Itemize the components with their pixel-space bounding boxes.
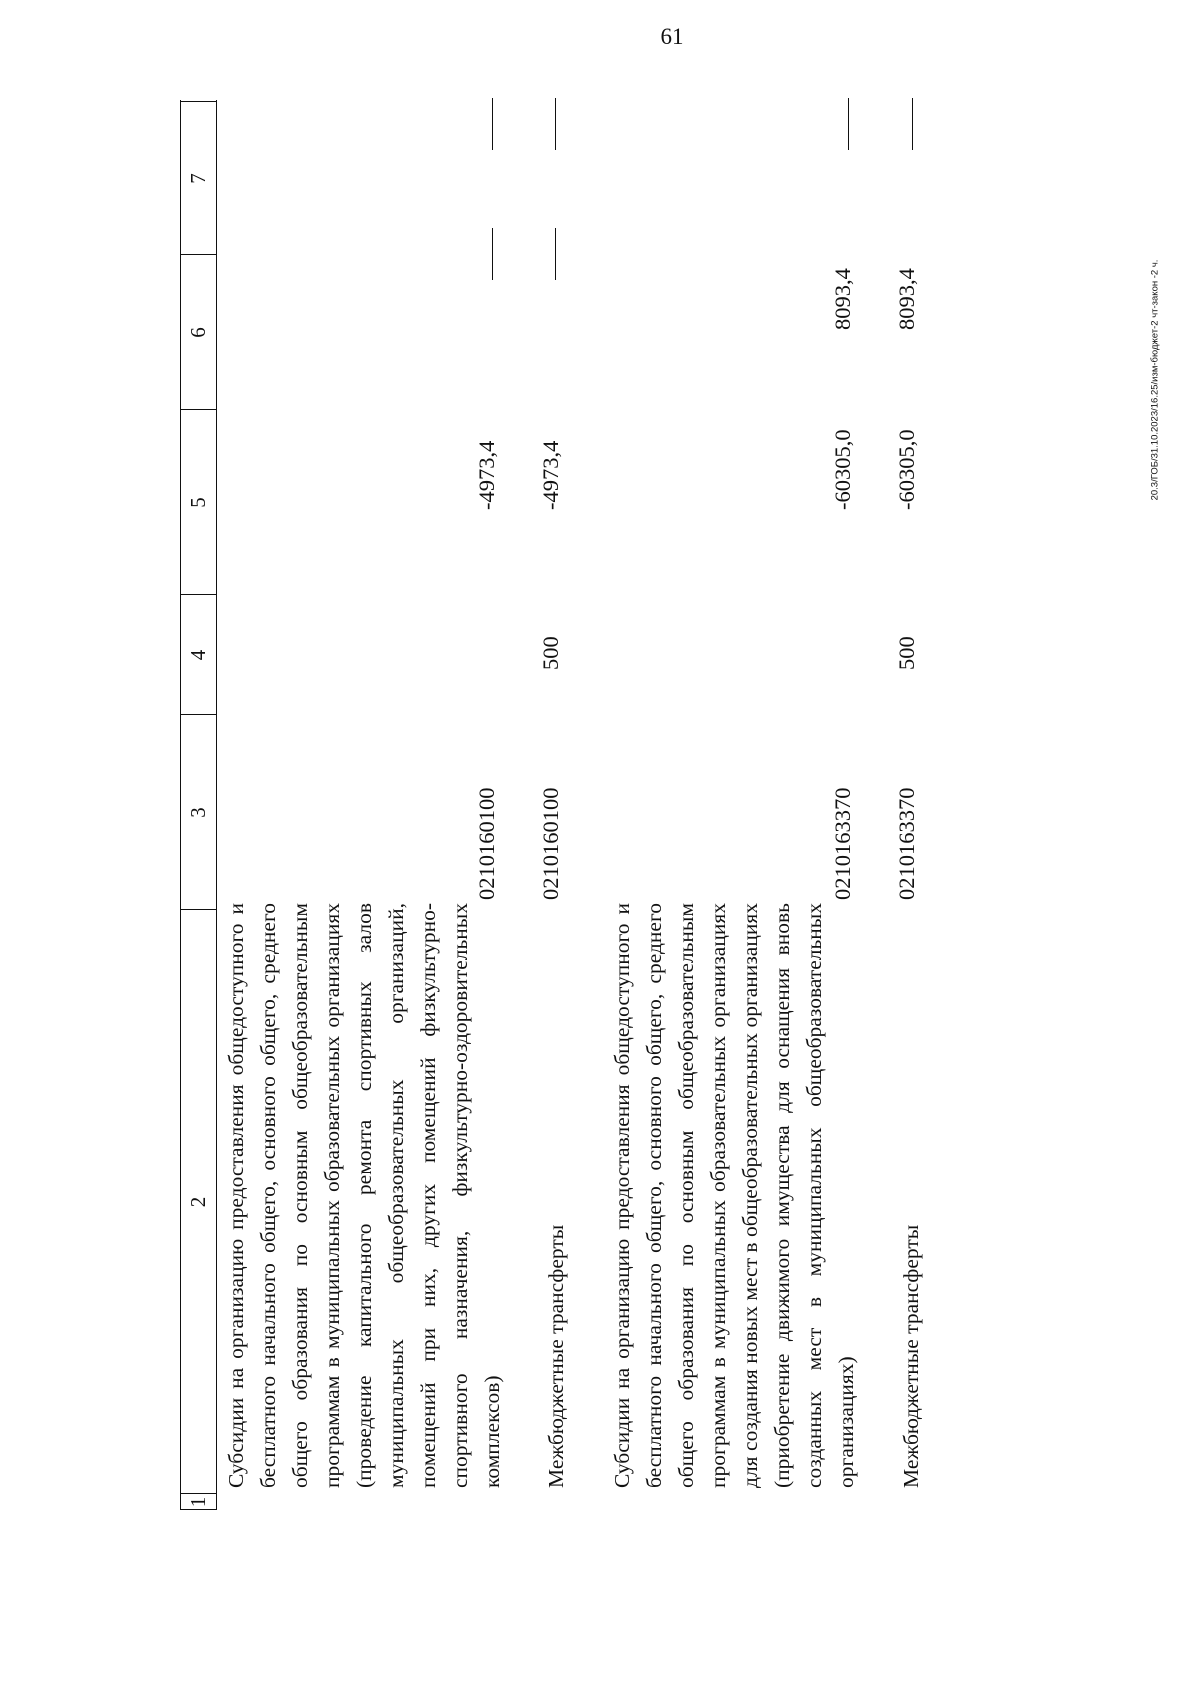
- table-row-col7-dash: [848, 98, 849, 150]
- table-row-col5: -60305,0: [830, 429, 855, 510]
- header-col-1: 1: [186, 1496, 210, 1508]
- header-col-7: 7: [186, 173, 210, 184]
- header-col-5: 5: [186, 497, 210, 508]
- table-row-col6-dash: [492, 228, 493, 280]
- header-col-2: 2: [186, 1196, 210, 1208]
- table-row-col7-dash: [912, 98, 913, 150]
- table-row-code: 0210160100: [538, 787, 563, 900]
- header-bottom-border: [216, 100, 217, 1510]
- document-footer-code-text: 20.3/ГОБ/31.10.2023/16.25/изм-бюджет-2 чт-закон -2 ч.: [1149, 259, 1161, 501]
- header-col-4: 4: [186, 649, 210, 661]
- table-row-code: 0210160100: [474, 787, 499, 900]
- table-row-col5: -4973,4: [474, 440, 499, 510]
- header-col-6: 6: [186, 327, 210, 338]
- table-row-col5: -4973,4: [538, 440, 563, 510]
- header-top-border: [180, 100, 181, 1510]
- table-row-col6-dash: [555, 228, 556, 280]
- table-row-col6: 8093,4: [830, 268, 855, 330]
- rotated-budget-table: [180, 100, 980, 1510]
- table-row-col5: -60305,0: [894, 429, 919, 510]
- table-row-col7-dash: [492, 98, 493, 150]
- table-row-col6: 8093,4: [894, 268, 919, 330]
- table-row-col7-dash: [555, 98, 556, 150]
- table-row-code: 0210163370: [830, 787, 855, 900]
- table-row-description: Межбюджетные трансферты: [899, 1224, 923, 1488]
- header-col-3: 3: [186, 807, 210, 818]
- page-number: 61: [660, 24, 684, 49]
- table-row-description: Субсидии на организацию предоставления общедоступного и бесплатного начального общего, основного общего, среднего общего образования по основным общеобразовательным программам в муниципальных образовательных организациях для создания новых мест в общеобразовательных организациях (приобретение движимого имущества для оснащения вновь созданных мест в муниципальных общеобразовательных организациях): [610, 903, 858, 1488]
- table-row-description: Межбюджетные трансферты: [544, 1224, 568, 1488]
- table-row-type: 500: [894, 636, 919, 670]
- table-row-type: 500: [538, 636, 563, 670]
- table-row-code: 0210163370: [894, 787, 919, 900]
- table-row-description: Субсидии на организацию предоставления общедоступного и бесплатного начального общего, основного общего, среднего общего образования по основным общеобразовательным программам в муниципальных образовательных организациях (проведение капитального ремонта спортивных залов муниципальных общеобразовательных организаций, помещений при них, других помещений физкультурно-спортивного назначения, физкультурно-оздоровительных комплексов): [224, 903, 504, 1488]
